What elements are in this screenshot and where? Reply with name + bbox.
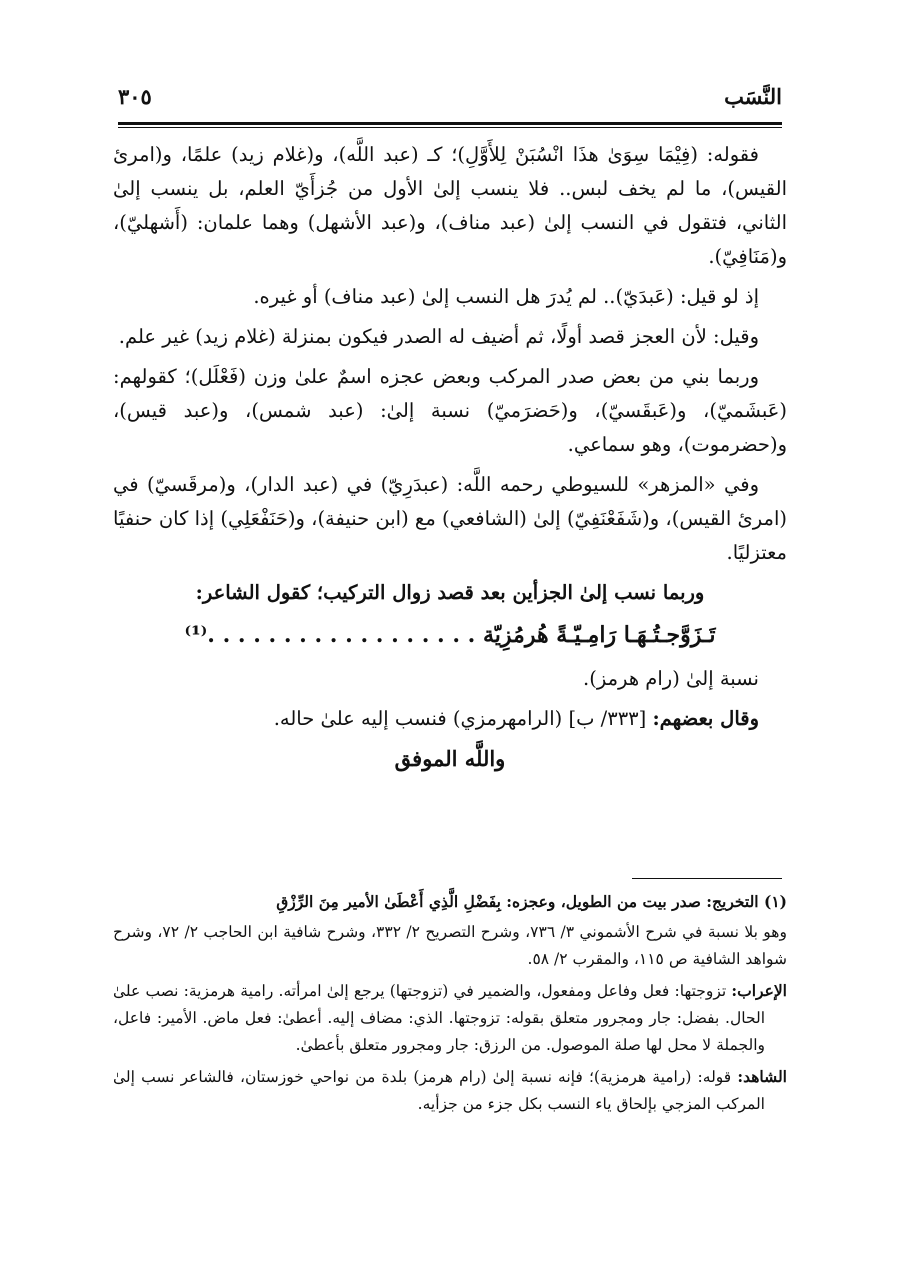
footnote-irab xyxy=(113,977,787,1059)
paragraph-4: وربما بني من بعض صدر المركب وبعض عجزه اسمٌ علىٰ وزن (فَعْلَل)؛ كقولهم: (عَبشَميّ)، و(عَبقَسيّ)، و(حَضرَميّ) نسبة إلىٰ: (عبد شمس)، و(عبد قيس)، و(حضرموت)، وهو سماعي. xyxy=(113,365,787,456)
page-number: ٣٠٥ xyxy=(118,84,152,109)
paragraph-2: إذ لو قيل: (عَبدَيّ).. لم يُدرَ هل النسب إلىٰ (عبد مناف) أو غيره. xyxy=(253,285,759,308)
header-rule-thick xyxy=(118,122,782,125)
paragraph-3: وقيل: لأن العجز قصد أولًا، ثم أضيف له الصدر فيكون بمنزلة (غلام زيد) غير علم. xyxy=(118,325,759,348)
verse-intro: وربما نسب إلىٰ الجزأين بعد قصد زوال التركيب؛ كقول الشاعر: xyxy=(195,581,705,604)
shahid-label: الشاهد: xyxy=(737,1067,787,1086)
footnote-takhrij-cont: وهو بلا نسبة في شرح الأشموني ٣/ ٧٣٦، وشرح التصريح ٢/ ٣٣٢، وشرح شافية ابن الحاجب ٢/ ٧٢، وشرح شواهد الشافية ص ١١٥، والمقرب ٢/ ٥٨. xyxy=(113,923,787,968)
after-verse: نسبة إلىٰ (رام هرمز). xyxy=(583,667,759,690)
closing-phrase: واللَّه الموفق xyxy=(394,746,506,771)
running-head-title: النَّسَب xyxy=(724,84,782,109)
footnote-separator xyxy=(632,878,782,879)
some-said-label: وقال بعضهم: xyxy=(652,707,759,730)
some-said xyxy=(113,702,787,736)
footnotes xyxy=(113,888,787,1122)
verse-line: تَـزَوَّجـتُـهَـا رَامِـيّـةً هُرمُزِيّة . . . . . . . . . . . . . . . . . .⁽¹⁾ xyxy=(184,622,716,648)
main-text xyxy=(113,138,787,782)
irab-text: تزوجتها: فعل وفاعل ومفعول، والضمير في (تزوجتها) يرجع إلىٰ امرأته. رامية هرمزية: نصب علىٰ الحال. بفضل: جار ومجرور متعلق بقوله: تزوجتها. الذي: مضاف إليه. أعطىٰ: فعل ماض. الأمير: فاعل، والجملة لا محل لها صلة الموصول. من الرزق: جار ومجرور متعلق بأعطىٰ. xyxy=(113,982,765,1054)
paragraph-1: فقوله: (فِيْمَا سِوَىٰ هذَا انْسُبَنْ لِلأَوَّلِ)؛ كـ (عبد اللَّه)، و(غلام زيد) علمًا، و(امرئ القيس)، ما لم يخف لبس.. فلا ينسب إلىٰ الأول من جُزأَيّ العلم، بل ينسب إلىٰ الثاني، فتقول في النسب إلىٰ (عبد مناف)، و(عبد الأشهل) وهما علمان: (أَشهليّ)، و(مَنَافِيّ). xyxy=(113,143,787,268)
running-head xyxy=(118,84,782,120)
header-rule-thin xyxy=(118,127,782,128)
shahid-text: قوله: (رامية هرمزية)؛ فإنه نسبة إلىٰ (رام هرمز) بلدة من نواحي خوزستان، فالشاعر نسب إلىٰ المركب المزجي بإلحاق ياء النسب بكل جزء من جزأيه. xyxy=(113,1068,765,1113)
irab-label: الإعراب: xyxy=(731,981,787,1000)
some-said-text: [٣٣٣/ ب] (الرامهرمزي) فنسب إليه علىٰ حاله. xyxy=(273,707,647,730)
paragraph-5: وفي «المزهر» للسيوطي رحمه اللَّه: (عبدَرِيّ) في (عبد الدار)، و(مرقَسيّ) في (امرئ القيس)، و(شَفَعْنَفِيّ) إلىٰ (الشافعي) مع (ابن حنيفة)، و(حَنَفْعَلِي) إذا كان حنفيًا معتزليًا. xyxy=(113,473,787,564)
footnote-takhrij: (١) التخريج: صدر بيت من الطويل، وعجزه: بِفَضْلِ الَّذِي أَعْطَىٰ الأمير مِنَ الرِّزْقِ xyxy=(276,892,787,911)
footnote-shahid xyxy=(113,1063,787,1118)
